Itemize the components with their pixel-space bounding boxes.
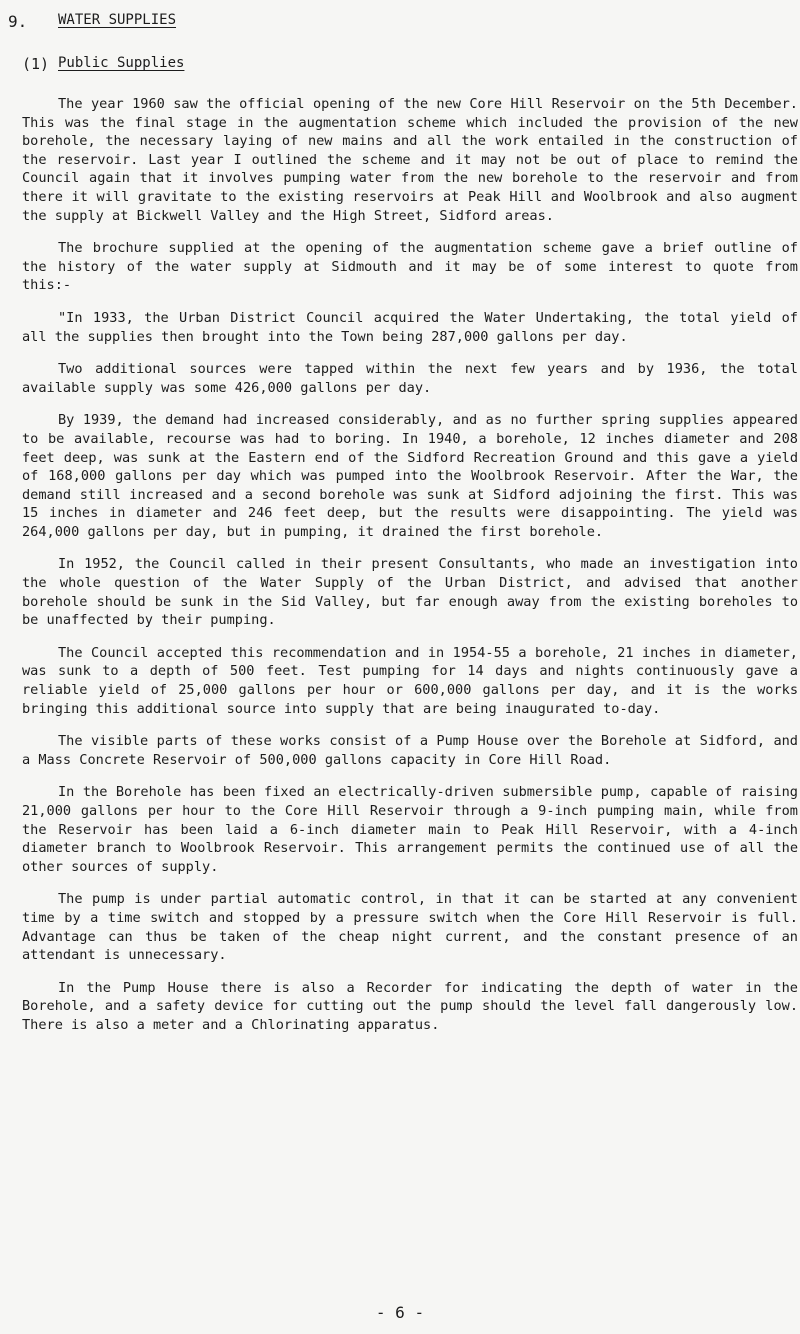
paragraph: In 1952, the Council called in their present Consultants, who made an investigation into the whole question of the Water Supply of the Urban District, and advised that another borehole should be sunk in the Sid Valley, but far enough away from the existing boreholes to be unaffected by their pumping. (22, 556, 798, 629)
section-number: 9. (8, 12, 28, 31)
paragraph: By 1939, the demand had increased considerably, and as no further spring supplies appeared to be available, recourse was had to boring. In 1940, a borehole, 12 inches diameter and 208 feet deep, was sunk at the Eastern end of the Sidford Recreation Ground and this gave a yield of 168,000 gallons per day which was pumped into the Woolbrook Reservoir. After the War, the demand still increased and a second borehole was sunk at Sidford adjoining the first. This was 15 inches in diameter and 246 feet deep, but the results were disappointing. The yield was 264,000 gallons per day, but in pumping, it drained the first borehole. (22, 412, 798, 540)
paragraph: In the Borehole has been fixed an electrically-driven submersible pump, capable of raising 21,000 gallons per hour to the Core Hill Reservoir through a 9-inch pumping main, while from the Reservoir has been laid a 6-inch diameter main to Peak Hill Reservoir, with a 4-inch diameter branch to Woolbrook Reservoir. This arrangement permits the continued use of all the other sources of supply. (22, 784, 798, 875)
paragraph: The year 1960 saw the official opening of the new Core Hill Reservoir on the 5th December. This was the final stage in the augmentation scheme which included the provision of the new borehole, the necessary laying of new mains and all the work entailed in the construction of the reservoir. Last year I outlined the scheme and it may not be out of place to remind the Council again that it involves pumping water from the new borehole to the reservoir and from there it will gravitate to the existing reservoirs at Peak Hill and Woolbrook and also augment the supply at Bickwell Valley and the High Street, Sidford areas. (22, 96, 798, 224)
paragraph: The Council accepted this recommendation and in 1954-55 a borehole, 21 inches in diameter, was sunk to a depth of 500 feet. Test pumping for 14 days and nights continuously gave a reliable yield of 25,000 gallons per hour or 600,000 gallons per day, and it is the works bringing this additional source into supply that are being inaugurated to-day. (22, 644, 798, 717)
paragraph: Two additional sources were tapped within the next few years and by 1936, the total available supply was some 426,000 gallons per day. (22, 361, 798, 396)
paragraph: The brochure supplied at the opening of the augmentation scheme gave a brief outline of the history of the water supply at Sidmouth and it may be of some interest to quote from this:- (22, 240, 798, 294)
paragraph: In the Pump House there is also a Recorder for indicating the depth of water in the Borehole, and a safety device for cutting out the pump should the level fall dangerously low. There is also a meter and a Chlorinating apparatus. (22, 979, 798, 1033)
section-title: WATER SUPPLIES (58, 12, 177, 28)
page-number: - 6 - (375, 1303, 425, 1322)
subsection-title: Public Supplies (58, 55, 185, 71)
paragraph: "In 1933, the Urban District Council acquired the Water Undertaking, the total yield of all the supplies then brought into the Town being 287,000 gallons per day. (22, 309, 798, 345)
body-text (22, 95, 798, 1049)
paragraph: The pump is under partial automatic control, in that it can be started at any convenient time by a time switch and stopped by a pressure switch when the Core Hill Reservoir is full. Advantage can thus be taken of the cheap night current, and the constant presence of an attendant is unnecessary. (22, 891, 798, 964)
paragraph: The visible parts of these works consist of a Pump House over the Borehole at Sidford, and a Mass Concrete Reservoir of 500,000 gallons capacity in Core Hill Road. (22, 733, 798, 768)
subsection-number: (1) (22, 55, 50, 73)
